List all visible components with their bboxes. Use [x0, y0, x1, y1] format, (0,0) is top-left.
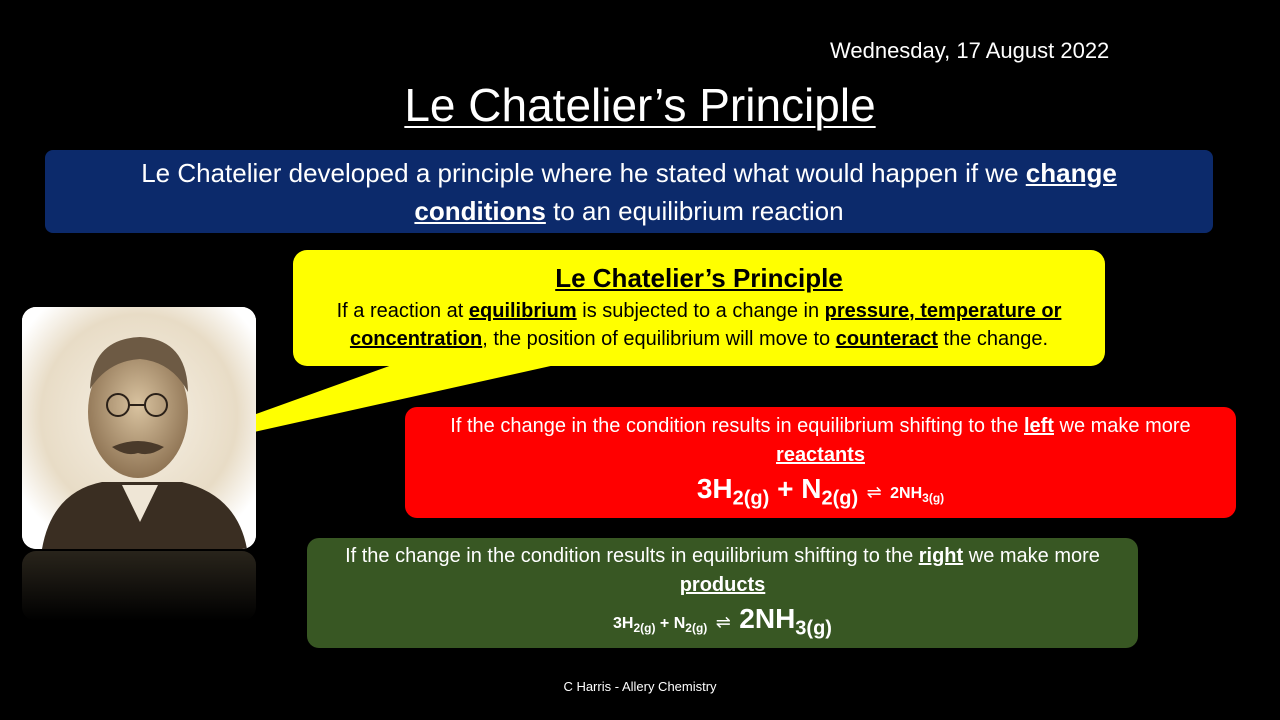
portrait-image: [22, 307, 256, 549]
principle-text: If a reaction at equilibrium is subjected to a change in pressure, temperature or concentration, the position of equilibrium will move to counteract the change.: [336, 300, 1062, 350]
right-shift-text: If the change in the condition results in equilibrium shifting to the right we make more products: [345, 545, 1100, 596]
left-shift-box: [405, 407, 1236, 518]
left-shift-equation: $3H_{2(g)} + N_{2(g)}$ ⇌ $2NH_{3(g)}$: [696, 473, 945, 510]
right-shift-equation: $3H_{2(g)} + N_{2(g)}$ ⇌ $2NH_{3(g)}$: [613, 603, 832, 640]
portrait-photo: [22, 307, 256, 549]
equilibrium-arrow-icon: ⇌: [866, 482, 882, 502]
intro-highlight: change conditions: [414, 157, 1117, 226]
footer-credit: C Harris - Allery Chemistry: [563, 679, 717, 694]
left-shift-text: If the change in the condition results in equilibrium shifting to the left we make more reactants: [450, 415, 1191, 466]
slide-title: Le Chatelier’s Principle: [404, 79, 876, 131]
intro-text: Le Chatelier developed a principle where he stated what would happen if we change conditions to an equilibrium reaction: [141, 157, 1117, 226]
principle-heading: Le Chatelier’s Principle: [555, 263, 843, 293]
right-shift-box: [307, 538, 1138, 648]
portrait-reflection: [22, 551, 256, 621]
principle-box: [293, 250, 1105, 366]
equilibrium-arrow-icon: ⇌: [715, 612, 731, 632]
slide-date: Wednesday, 17 August 2022: [830, 38, 1110, 63]
